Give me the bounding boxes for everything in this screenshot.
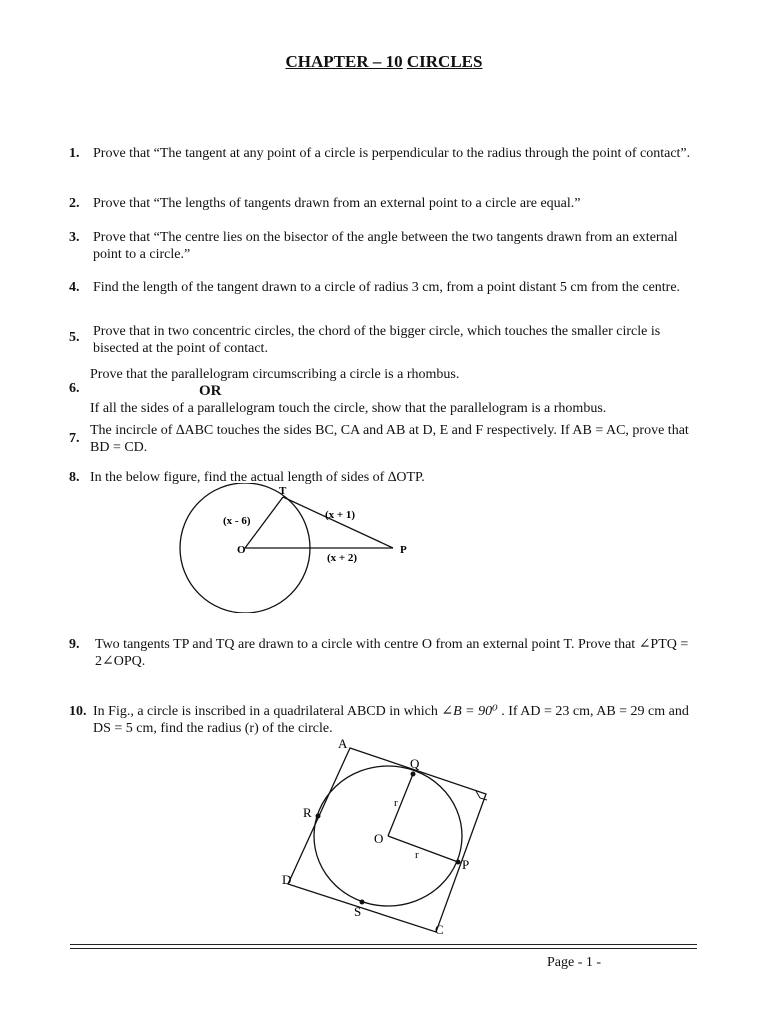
question-number: 9.: [69, 637, 80, 652]
question-text: Prove that “The centre lies on the bisector of the angle between the two tangents drawn from an external point to a circle.”: [93, 230, 678, 262]
label-a: A: [338, 736, 348, 751]
question-number: 6.: [69, 381, 80, 396]
question-text: Prove that in two concentric circles, the chord of the bigger circle, which touches the smaller circle is bisected at the point of contact.: [93, 324, 661, 356]
radius-op: [388, 836, 458, 862]
question-number: 1.: [69, 146, 80, 161]
question-text: [93, 703, 709, 737]
segment-ot: [245, 497, 283, 548]
or-separator: OR: [199, 383, 222, 399]
label-radius-horizontal: r: [415, 849, 419, 861]
question-number: 5.: [69, 330, 80, 345]
question-number: 2.: [69, 196, 80, 211]
label-op-length: (x + 2): [327, 552, 358, 564]
question-text: Find the length of the tangent drawn to a circle of radius 3 cm, from a point distant 5 cm from the centre.: [93, 280, 681, 295]
question-10: [69, 703, 709, 737]
figure-triangle-otp: [175, 483, 415, 613]
question-number: 10.: [69, 704, 87, 719]
question-text: Prove that “The lengths of tangents drawn from an external point to a circle are equal.”: [93, 196, 581, 211]
label-t: T: [279, 485, 287, 497]
label-q: Q: [410, 756, 420, 771]
question-2: [69, 195, 709, 212]
question-5: [69, 323, 709, 357]
question-text-b: If all the sides of a parallelogram touch the circle, show that the parallelogram is a rhombus.: [90, 401, 607, 416]
label-r: R: [303, 805, 312, 820]
label-s: S: [354, 904, 362, 919]
label-tp-length: (x + 1): [325, 509, 356, 521]
question-4: [69, 279, 709, 296]
chapter-label: CHAPTER – 10: [285, 52, 403, 71]
footer-rule-bottom: [70, 948, 697, 949]
angle-b-expression: ∠B = 90⁰: [441, 704, 498, 719]
label-p: P: [400, 544, 407, 556]
question-number: 7.: [69, 431, 80, 446]
question-number: 3.: [69, 230, 80, 245]
footer-rule-top: [70, 944, 697, 945]
question-text: In the below figure, find the actual length of sides of ∆OTP.: [90, 470, 425, 485]
label-o: O: [237, 544, 246, 556]
question-text-a: Prove that the parallelogram circumscribing a circle is a rhombus.: [90, 367, 460, 382]
label-p: P: [462, 857, 470, 872]
label-radius-vertical: r: [394, 797, 398, 809]
label-c: C: [435, 922, 444, 937]
question-text: The incircle of ∆ABC touches the sides BC, CA and AB at D, E and F respectively. If AB = AC, prove that BD = CD.: [90, 423, 689, 455]
question-text-b: . If AD = 23 cm, AB = 29 cm and DS = 5 cm, find the radius (r) of the circle.: [93, 704, 689, 736]
question-3: [69, 229, 709, 263]
point-q-dot: [411, 772, 416, 777]
label-d: D: [282, 872, 292, 887]
point-r-dot: [316, 814, 321, 819]
label-ot-length: (x - 6): [223, 515, 251, 527]
question-text-a: In Fig., a circle is inscribed in a quadrilateral ABCD in which: [93, 704, 442, 719]
question-number: 4.: [69, 280, 80, 295]
question-9: [69, 636, 709, 670]
quadrilateral-outline: [288, 748, 486, 932]
point-p-dot: [456, 860, 461, 865]
question-7: [69, 422, 709, 456]
question-number: 8.: [69, 470, 80, 485]
question-text: Prove that “The tangent at any point of a circle is perpendicular to the radius through the point of contact”.: [93, 146, 691, 161]
question-6: [69, 366, 709, 417]
page-number: Page - 1 -: [547, 955, 602, 970]
label-o: O: [374, 831, 384, 846]
figure-quadrilateral-abcd: [280, 734, 500, 940]
page-title: [0, 52, 768, 72]
question-text: Two tangents TP and TQ are drawn to a circle with centre O from an external point T. Prove that ∠PTQ = 2∠OPQ.: [95, 637, 689, 669]
question-1: [69, 145, 709, 162]
segment-tp: [283, 497, 393, 548]
radius-oq: [388, 774, 413, 836]
chapter-name: CIRCLES: [406, 52, 483, 71]
